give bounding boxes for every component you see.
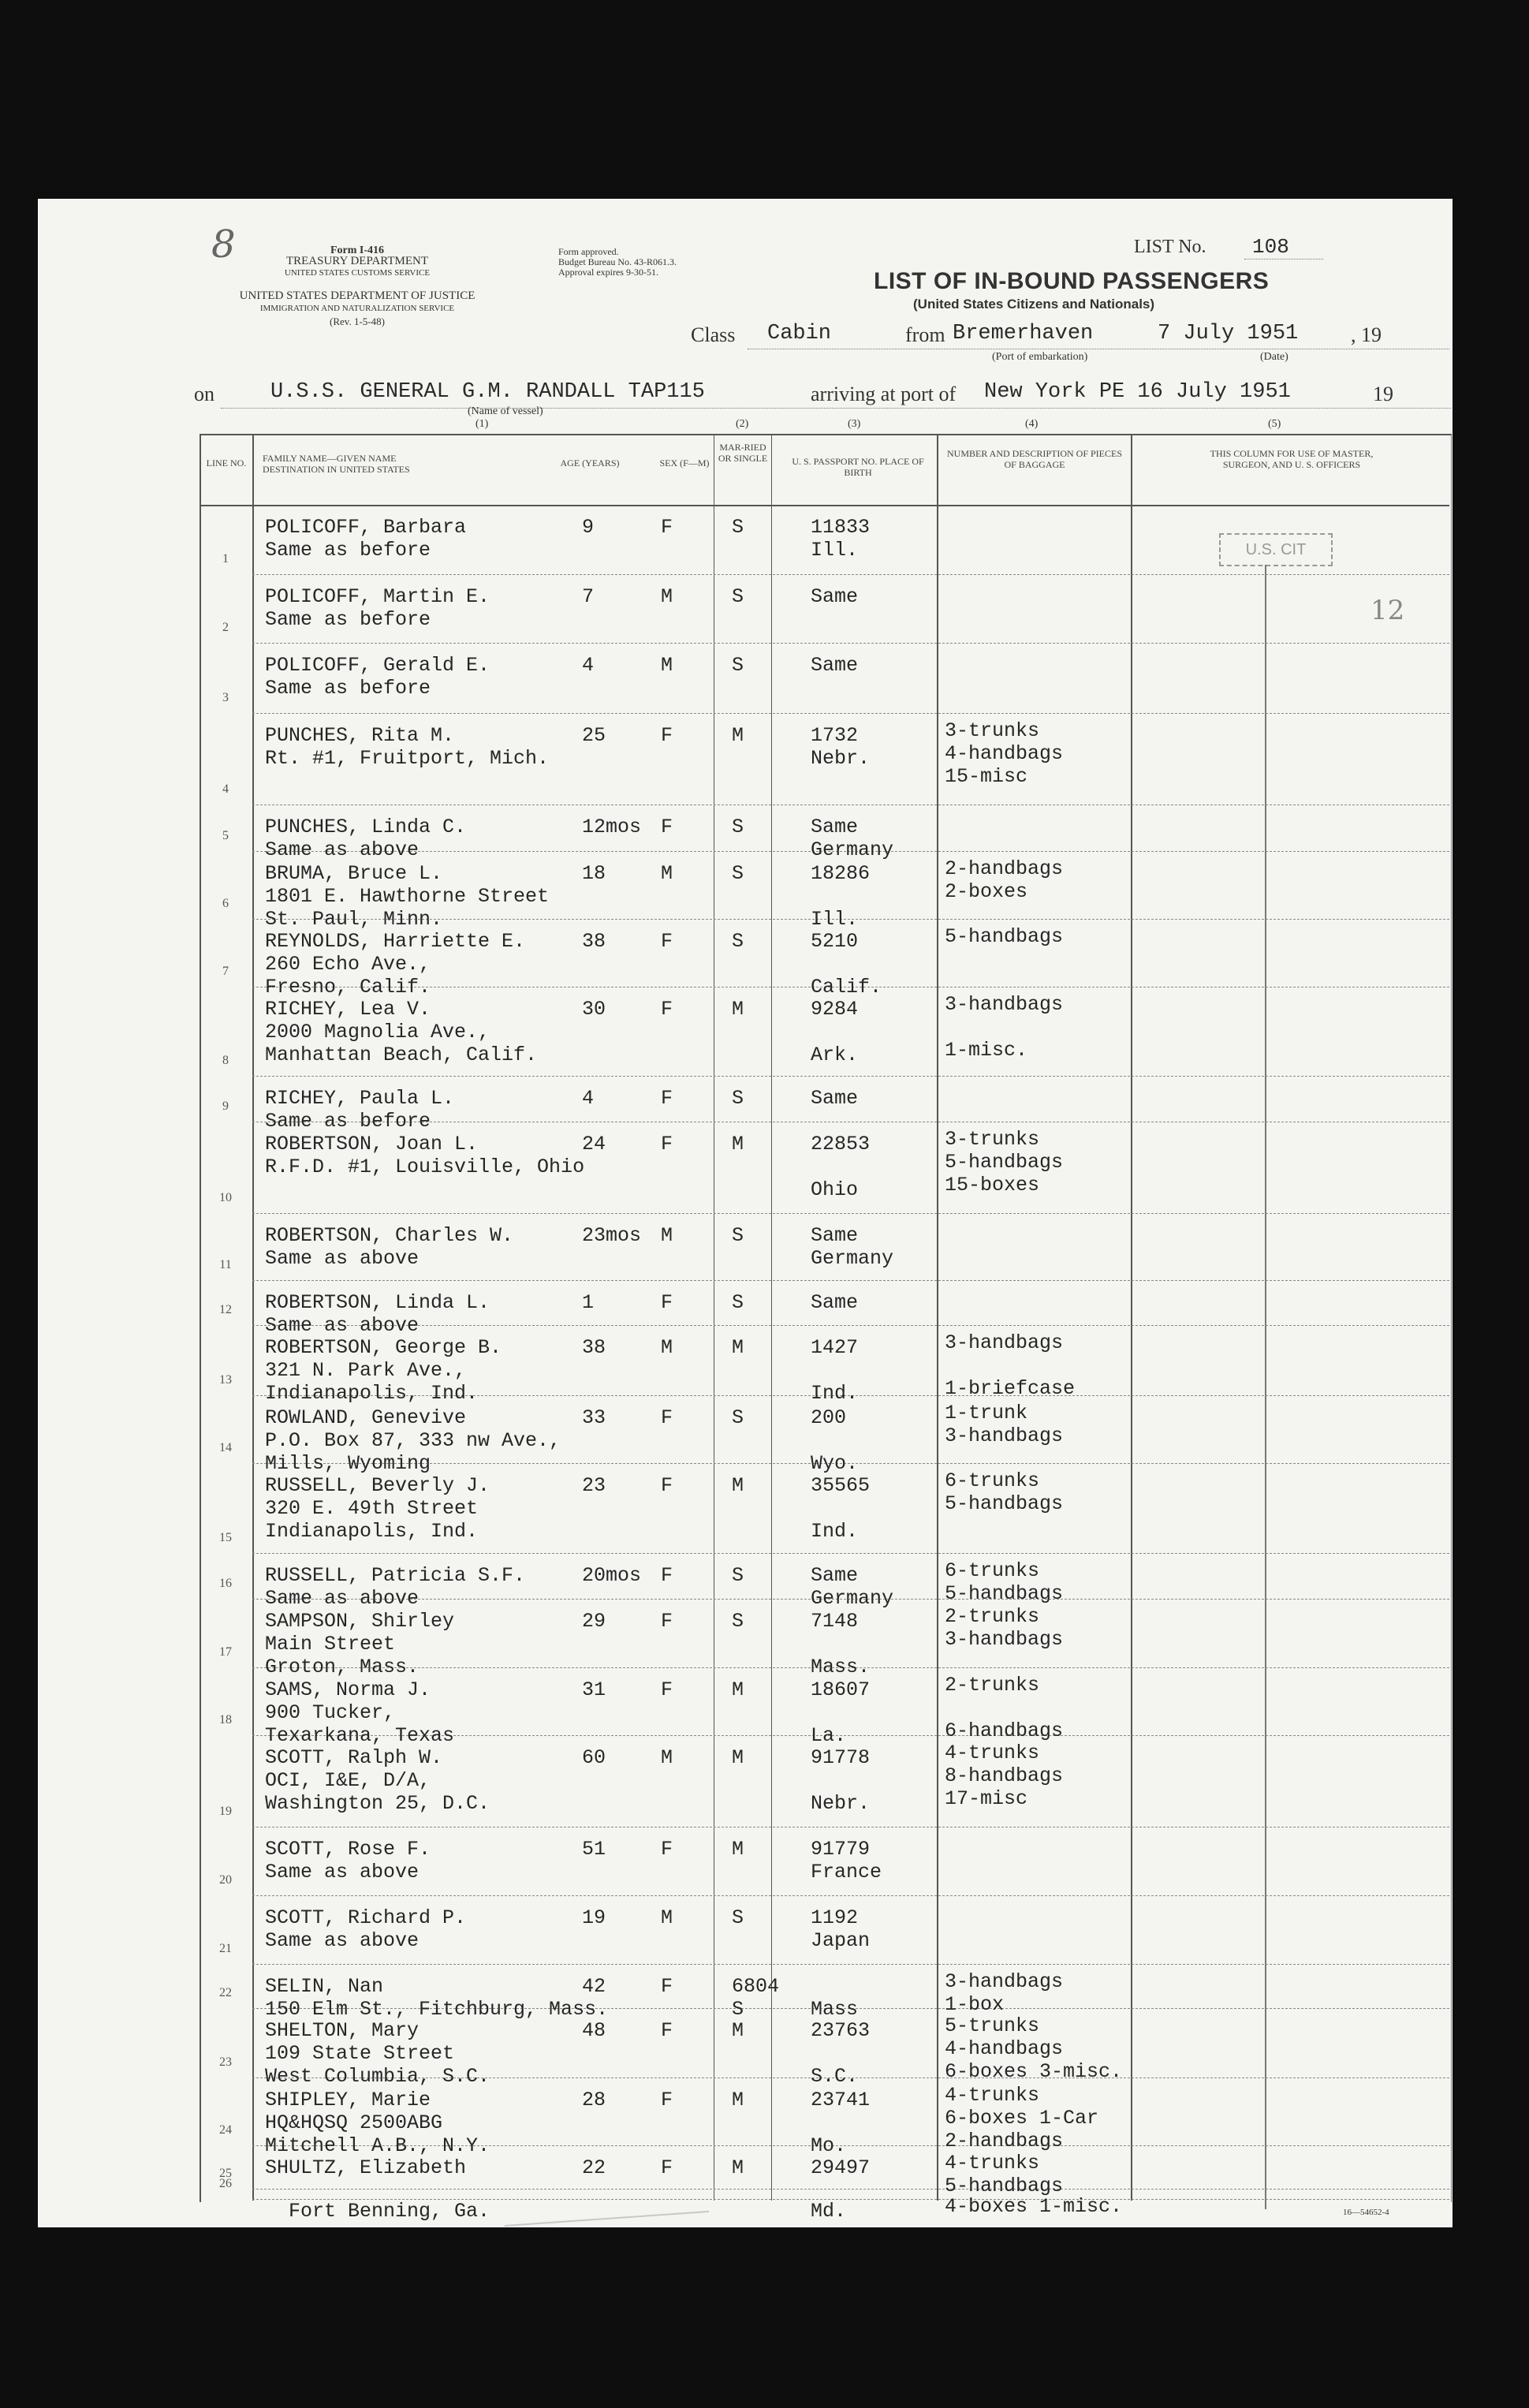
header-divider	[200, 505, 1449, 506]
row-line-number: 21	[219, 1942, 232, 1955]
passport-birthplace: 18286 Ill.	[811, 862, 871, 931]
baggage-description: 6-trunks 5-handbags	[945, 1469, 1064, 1515]
row-line-number: 22	[219, 1986, 232, 1999]
passenger-age: 31	[582, 1678, 606, 1701]
passport-birthplace: 22853 Ohio	[811, 1133, 871, 1201]
passenger-sex: F	[661, 1975, 673, 1998]
passenger-sex: F	[661, 1474, 673, 1497]
passenger-age: 38	[582, 1336, 606, 1359]
baggage-description: 2-trunks 6-handbags	[945, 1674, 1064, 1742]
column-header-baggage: NUMBER AND DESCRIPTION OF PIECES OF BAGGAGE	[946, 448, 1123, 470]
passport-birthplace: Same	[811, 1087, 859, 1110]
passenger-sex: F	[661, 724, 673, 747]
row-line-number: 23	[219, 2055, 232, 2069]
passenger-marital: S	[732, 1406, 744, 1429]
row-line-number: 5	[222, 829, 229, 842]
corner-mark: 8	[211, 222, 236, 267]
arrival-suffix: 19	[1373, 383, 1393, 405]
passenger-name: POLICOFF, Gerald E. Same as before	[265, 654, 490, 700]
passenger-sex: F	[661, 516, 673, 539]
passport-birthplace: 23741 Mo.	[811, 2089, 871, 2157]
passport-birthplace: Same Germany	[811, 1224, 894, 1270]
passport-birthplace: 35565 Ind.	[811, 1474, 871, 1543]
passenger-marital: S	[732, 1291, 744, 1314]
passenger-name: SAMPSON, Shirley Main Street Groton, Mass.	[265, 1610, 455, 1678]
baggage-description: 3-trunks 5-handbags 15-boxes	[945, 1128, 1064, 1197]
citizen-stamp: U.S. CIT	[1219, 533, 1333, 566]
passenger-name: SCOTT, Rose F. Same as above	[265, 1838, 431, 1883]
passenger-marital: M	[732, 2019, 744, 2042]
passenger-sex: M	[661, 1224, 673, 1247]
passenger-name: RUSSELL, Beverly J. 320 E. 49th Street Indianapolis, Ind.	[265, 1474, 490, 1543]
passenger-age: 23mos	[582, 1224, 642, 1247]
passenger-name: POLICOFF, Barbara Same as before	[265, 516, 467, 562]
sub-agency: UNITED STATES CUSTOMS SERVICE	[284, 268, 431, 278]
passenger-age: 38	[582, 930, 606, 953]
passport-birthplace: Same Germany	[811, 816, 894, 861]
passenger-name: ROBERTSON, Joan L. R.F.D. #1, Louisville, Ohio	[265, 1133, 585, 1178]
row-line-number: 12	[219, 1303, 232, 1316]
passenger-age: 25	[582, 724, 606, 747]
department: UNITED STATES DEPARTMENT OF JUSTICE	[239, 289, 475, 302]
passenger-marital: S	[732, 862, 744, 885]
approval-line: Approval expires 9-30-51.	[558, 267, 658, 278]
class-value: Cabin	[767, 322, 832, 345]
passenger-age: 48	[582, 2019, 606, 2042]
passenger-marital: S	[732, 930, 744, 953]
port-caption: (Port of embarkation)	[992, 351, 1088, 363]
passenger-marital: M	[732, 2089, 744, 2111]
passport-birthplace: 7148 Mass.	[811, 1610, 871, 1678]
passenger-name: Fort Benning, Ga.	[265, 2200, 490, 2223]
passenger-age: 4	[582, 654, 595, 677]
passport-birthplace: 29497	[811, 2156, 871, 2179]
passenger-sex: F	[661, 1406, 673, 1429]
baggage-description: 6-trunks 5-handbags	[945, 1559, 1064, 1605]
passenger-age: 9	[582, 516, 595, 539]
column-caption: (4)	[1025, 418, 1039, 430]
row-line-number: 13	[219, 1373, 232, 1387]
passenger-sex: F	[661, 2089, 673, 2111]
column-rule	[937, 434, 938, 2201]
passport-birthplace: 1427 Ind.	[811, 1336, 859, 1405]
column-caption: (2)	[736, 418, 749, 430]
passport-birthplace: 1192 Japan	[811, 1906, 871, 1952]
passenger-sex: F	[661, 1564, 673, 1587]
passenger-marital: S	[732, 816, 744, 838]
row-line-number: 10	[219, 1191, 232, 1204]
list-no-label: LIST No.	[1134, 237, 1206, 257]
row-line-number: 6	[222, 897, 229, 910]
column-caption: (1)	[475, 418, 489, 430]
column-header-sex: SEX (F—M)	[659, 457, 710, 469]
passenger-name: SHELTON, Mary 109 State Street West Columbia, S.C.	[265, 2019, 490, 2088]
passenger-marital: M	[732, 2156, 744, 2179]
row-rule	[252, 2189, 1449, 2190]
passport-birthplace: Same	[811, 585, 859, 608]
passenger-count: 12	[1371, 595, 1405, 626]
baggage-description: 3-handbags 1-misc.	[945, 993, 1064, 1062]
row-rule	[252, 1964, 1449, 1966]
column-header-passport: U. S. PASSPORT NO. PLACE OF BIRTH	[792, 456, 924, 478]
passenger-sex: F	[661, 1838, 673, 1861]
passenger-age: 51	[582, 1838, 606, 1861]
row-line-number: 3	[222, 691, 229, 704]
row-line-number: 26	[219, 2177, 232, 2190]
passenger-name: PUNCHES, Rita M. Rt. #1, Fruitport, Mich.	[265, 724, 550, 770]
class-label: Class	[691, 323, 736, 346]
column-header-married: MAR-RIED OR SINGLE	[718, 442, 768, 464]
row-rule	[252, 1895, 1449, 1897]
passenger-sex: F	[661, 816, 673, 838]
column-rule	[771, 434, 772, 2201]
passenger-age: 1	[582, 1291, 595, 1314]
manifest-sheet	[38, 199, 1453, 2227]
passenger-marital: S	[732, 1610, 744, 1633]
passport-birthplace: 18607 La.	[811, 1678, 871, 1747]
passenger-sex: F	[661, 1610, 673, 1633]
row-line-number: 2	[222, 621, 229, 634]
passenger-marital: S	[732, 1564, 744, 1587]
passenger-sex: F	[661, 2156, 673, 2179]
passenger-name: SHULTZ, Elizabeth	[265, 2156, 467, 2179]
passenger-name: ROBERTSON, George B. 321 N. Park Ave., Indianapolis, Ind.	[265, 1336, 502, 1405]
baggage-description: 1-trunk 3-handbags	[945, 1402, 1064, 1447]
row-line-number: 4	[222, 782, 229, 796]
row-line-number: 11	[219, 1258, 232, 1271]
baggage-description: 3-trunks 4-handbags 15-misc	[945, 719, 1064, 788]
service: IMMIGRATION AND NATURALIZATION SERVICE	[259, 304, 455, 313]
date-value: 7 July 1951	[1158, 322, 1299, 345]
vessel-caption: (Name of vessel)	[468, 405, 543, 417]
row-rule	[252, 805, 1449, 806]
passenger-name: RUSSELL, Patricia S.F. Same as above	[265, 1564, 526, 1610]
date-suffix: , 19	[1351, 323, 1382, 346]
passenger-name: SCOTT, Ralph W. OCI, I&E, D/A, Washington 25, D.C.	[265, 1746, 490, 1815]
passenger-name: SAMS, Norma J. 900 Tucker, Texarkana, Texas	[265, 1678, 455, 1747]
row-rule	[252, 1213, 1449, 1215]
passenger-age: 23	[582, 1474, 606, 1497]
row-line-number: 25	[219, 2167, 232, 2180]
page-subtitle: (United States Citizens and Nationals)	[913, 297, 1155, 312]
passenger-marital: M	[732, 998, 744, 1021]
passenger-age: 42	[582, 1975, 606, 1998]
passport-birthplace: Md.	[811, 2200, 847, 2223]
list-no-value: 108	[1252, 235, 1289, 259]
vessel-name: U.S.S. GENERAL G.M. RANDALL TAP115	[270, 380, 705, 404]
officer-check-line	[1265, 565, 1266, 2209]
passenger-age: 33	[582, 1406, 606, 1429]
divider	[221, 408, 1451, 409]
baggage-description: 5-handbags	[945, 925, 1064, 948]
passport-birthplace: 200 Wyo.	[811, 1406, 859, 1475]
baggage-description: 4-trunks 6-boxes 1-Car 2-handbags	[945, 2084, 1099, 2152]
baggage-description: 3-handbags 1-box	[945, 1970, 1064, 2016]
baggage-description: 4-boxes 1-misc.	[945, 2195, 1123, 2218]
arrival-port: New York PE 16 July 1951	[984, 380, 1291, 404]
passenger-name: RICHEY, Lea V. 2000 Magnolia Ave., Manhattan Beach, Calif.	[265, 998, 538, 1066]
passenger-sex: F	[661, 930, 673, 953]
passenger-name: POLICOFF, Martin E. Same as before	[265, 585, 490, 631]
baggage-description: 2-trunks 3-handbags	[945, 1605, 1064, 1651]
passenger-sex: F	[661, 998, 673, 1021]
row-rule	[252, 643, 1449, 644]
row-rule	[252, 1280, 1449, 1282]
passenger-marital: M	[732, 1336, 744, 1359]
row-line-number: 1	[222, 552, 229, 566]
passenger-marital: S	[732, 1224, 744, 1247]
row-line-number: 20	[219, 1873, 232, 1887]
passenger-marital: M	[732, 724, 744, 747]
passenger-marital: M	[732, 1746, 744, 1769]
page-title: LIST OF IN-BOUND PASSENGERS	[874, 268, 1270, 294]
row-line-number: 18	[219, 1713, 232, 1727]
passenger-name: SCOTT, Richard P. Same as above	[265, 1906, 467, 1952]
date-caption: (Date)	[1260, 351, 1288, 363]
row-rule	[252, 1076, 1449, 1077]
passenger-name: ROBERTSON, Charles W. Same as above	[265, 1224, 514, 1270]
footer-code: 16—54652-4	[1343, 2208, 1389, 2217]
passport-birthplace: 1732 Nebr.	[811, 724, 871, 770]
passport-birthplace: Same	[811, 1291, 859, 1314]
passport-birthplace: Same Germany	[811, 1564, 894, 1610]
row-line-number: 15	[219, 1531, 232, 1544]
row-rule	[252, 1827, 1449, 1828]
row-rule	[252, 574, 1449, 576]
passenger-name: RICHEY, Paula L. Same as before	[265, 1087, 455, 1133]
passenger-age: 24	[582, 1133, 606, 1155]
passport-birthplace: 11833 Ill.	[811, 516, 871, 562]
column-rule	[252, 434, 254, 2201]
approval-line: Form approved.	[558, 246, 619, 257]
row-line-number: 16	[219, 1577, 232, 1590]
passport-birthplace: 91778 Nebr.	[811, 1746, 871, 1815]
passenger-sex: F	[661, 2019, 673, 2042]
column-header-age: AGE (YEARS)	[560, 457, 620, 469]
baggage-description: 4-trunks 8-handbags 17-misc	[945, 1742, 1064, 1810]
row-line-number: 8	[222, 1054, 229, 1067]
passport-birthplace: Mass	[811, 1998, 859, 2021]
passenger-sex: M	[661, 1746, 673, 1769]
column-caption: (3)	[848, 418, 861, 430]
column-caption: (5)	[1268, 418, 1281, 430]
baggage-description: 5-trunks 4-handbags 6-boxes 3-misc.	[945, 2014, 1123, 2083]
passenger-age: 28	[582, 2089, 606, 2111]
baggage-description: 2-handbags 2-boxes	[945, 857, 1064, 903]
passport-birthplace: 23763 S.C.	[811, 2019, 871, 2088]
passenger-age: 7	[582, 585, 595, 608]
passenger-marital: S	[732, 654, 744, 677]
passenger-age: 4	[582, 1087, 595, 1110]
passenger-age: 19	[582, 1906, 606, 1929]
passenger-marital: M	[732, 1133, 744, 1155]
column-header-officers: THIS COLUMN FOR USE OF MASTER, SURGEON, AND U. S. OFFICERS	[1210, 448, 1374, 470]
row-line-number: 9	[222, 1099, 229, 1113]
passenger-sex: F	[661, 1133, 673, 1155]
row-line-number: 14	[219, 1441, 232, 1454]
passenger-sex: F	[661, 1678, 673, 1701]
passenger-marital: 6804 S	[732, 1975, 780, 2021]
passenger-age: 20mos	[582, 1564, 642, 1587]
passenger-name: ROBERTSON, Linda L. Same as above	[265, 1291, 490, 1337]
arriving-label: arriving at port of	[811, 383, 957, 405]
passenger-sex: M	[661, 585, 673, 608]
passenger-name: ROWLAND, Genevive P.O. Box 87, 333 nw Ave., Mills, Wyoming	[265, 1406, 561, 1475]
passenger-name: BRUMA, Bruce L. 1801 E. Hawthorne Street St. Paul, Minn.	[265, 862, 550, 931]
agency: TREASURY DEPARTMENT	[285, 255, 429, 267]
row-line-number: 17	[219, 1645, 232, 1659]
passenger-marital: S	[732, 516, 744, 539]
passenger-marital: M	[732, 1474, 744, 1497]
row-line-number: 24	[219, 2123, 232, 2137]
passenger-name: SHIPLEY, Marie HQ&HQSQ 2500ABG Mitchell A.B., N.Y.	[265, 2089, 490, 2157]
row-line-number: 19	[219, 1805, 232, 1818]
passport-birthplace: 9284 Ark.	[811, 998, 859, 1066]
from-label: from	[905, 323, 945, 346]
passenger-marital: M	[732, 1678, 744, 1701]
passenger-age: 29	[582, 1610, 606, 1633]
row-line-number: 7	[222, 965, 229, 978]
baggage-description: 4-trunks 5-handbags	[945, 2152, 1064, 2197]
passenger-age: 12mos	[582, 816, 642, 838]
passenger-sex: F	[661, 1087, 673, 1110]
revision: (Rev. 1-5-48)	[330, 315, 385, 327]
form-number: Form I-416	[330, 245, 385, 256]
baggage-description: 3-handbags 1-briefcase	[945, 1331, 1076, 1400]
passenger-marital: S	[732, 1906, 744, 1929]
passenger-age: 30	[582, 998, 606, 1021]
passenger-sex: F	[661, 1291, 673, 1314]
passenger-sex: M	[661, 1336, 673, 1359]
passenger-age: 18	[582, 862, 606, 885]
passenger-age: 22	[582, 2156, 606, 2179]
column-rule	[1131, 434, 1132, 2201]
passport-birthplace: 5210 Calif.	[811, 930, 882, 999]
column-header-name: FAMILY NAME—GIVEN NAME DESTINATION IN UNITED STATES	[263, 453, 410, 475]
passenger-sex: M	[661, 654, 673, 677]
passport-birthplace: Same	[811, 654, 859, 677]
passenger-name: SELIN, Nan 150 Elm St., Fitchburg, Mass.	[265, 1975, 609, 2021]
passenger-marital: M	[732, 1838, 744, 1861]
row-rule	[252, 713, 1449, 715]
passenger-sex: M	[661, 1906, 673, 1929]
passenger-age: 60	[582, 1746, 606, 1769]
passenger-sex: M	[661, 862, 673, 885]
passport-birthplace: 91779 France	[811, 1838, 882, 1883]
on-label: on	[194, 383, 214, 405]
from-value: Bremerhaven	[953, 322, 1094, 345]
passenger-name: REYNOLDS, Harriette E. 260 Echo Ave., Fresno, Calif.	[265, 930, 526, 999]
approval-line: Budget Bureau No. 43-R061.3.	[558, 256, 677, 267]
column-header-line: LINE NO.	[206, 457, 247, 469]
row-rule	[252, 1553, 1449, 1555]
passenger-marital: S	[732, 1087, 744, 1110]
passenger-marital: S	[732, 585, 744, 608]
passenger-name: PUNCHES, Linda C. Same as above	[265, 816, 467, 861]
